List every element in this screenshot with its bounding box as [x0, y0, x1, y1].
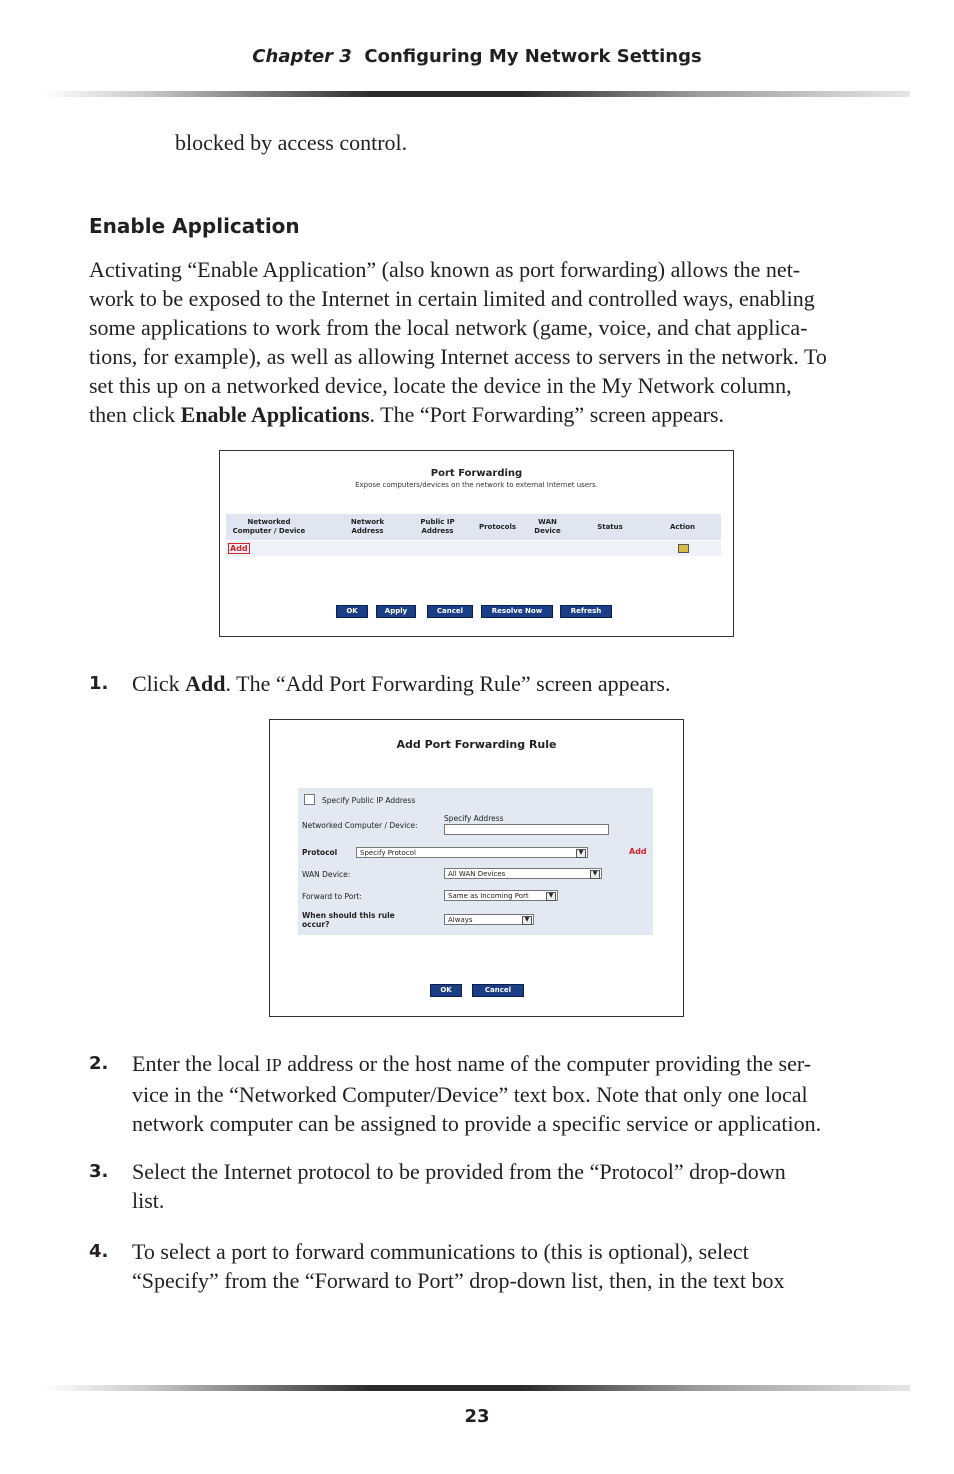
add-term: Add — [185, 671, 226, 696]
section-heading: Enable Application — [89, 214, 300, 238]
para-line: some applications to work from the local network (game, voice, and chat applica- — [89, 315, 808, 340]
when-rule-label-line1: When should this rule — [302, 911, 395, 920]
specify-public-ip-checkbox[interactable] — [304, 794, 315, 805]
col-network-address: Network Address — [350, 518, 385, 535]
cancel-button[interactable]: Cancel — [427, 605, 473, 618]
col-wan-device: WAN Device — [534, 518, 561, 535]
wan-device-value: All WAN Devices — [448, 870, 506, 878]
step-text: address or the host name of the computer providing the ser- — [281, 1051, 812, 1076]
resolve-now-button[interactable]: Resolve Now — [481, 605, 553, 618]
specify-address-label: Specify Address — [444, 814, 504, 823]
wan-device-label: WAN Device: — [302, 870, 351, 879]
ip-abbr: IP — [265, 1055, 282, 1075]
when-rule-label-line2: occur? — [302, 920, 330, 929]
chevron-down-icon: ▼ — [546, 892, 556, 901]
add-port-forwarding-rule-screenshot — [269, 719, 684, 1017]
body-paragraph — [89, 255, 869, 429]
footer-rule — [44, 1385, 910, 1391]
networked-device-input[interactable] — [444, 824, 609, 835]
step-4-text — [132, 1237, 867, 1295]
chevron-down-icon: ▼ — [522, 916, 532, 925]
port-forwarding-subtitle: Expose computers/devices on the network to external Internet users. — [355, 481, 598, 489]
forward-to-port-value: Same as Incoming Port — [448, 892, 529, 900]
step-text: Click — [132, 671, 186, 696]
ok-button[interactable]: OK — [430, 984, 462, 997]
para-line — [89, 400, 869, 429]
enable-applications-term: Enable Applications — [180, 402, 370, 427]
forward-to-port-label: Forward to Port: — [302, 892, 362, 901]
when-rule-select[interactable] — [444, 914, 534, 925]
col-public-ip: Public IP Address — [420, 518, 455, 535]
para-line: work to be exposed to the Internet in certain limited and controlled ways, enabling — [89, 286, 815, 311]
para-line: tions, for example), as well as allowing Internet access to servers in the network. To — [89, 344, 827, 369]
chapter-label: Chapter 3 — [252, 46, 352, 67]
step-line: vice in the “Networked Computer/Device” text box. Note that only one local — [132, 1082, 808, 1107]
step-3-text — [132, 1157, 867, 1215]
step-line: list. — [132, 1188, 165, 1213]
step-line: network computer can be assigned to provide a specific service or application. — [132, 1111, 822, 1136]
cancel-button[interactable]: Cancel — [472, 984, 524, 997]
step-line: “Specify” from the “Forward to Port” drop-down list, then, in the text box — [132, 1268, 785, 1293]
add-link[interactable]: Add — [230, 544, 248, 553]
page-number: 23 — [464, 1406, 490, 1427]
step-line: Select the Internet protocol to be provided from the “Protocol” drop-down — [132, 1159, 786, 1184]
step-2-text — [132, 1049, 867, 1138]
step-text: Enter the local — [132, 1051, 266, 1076]
step-number: 1. — [89, 673, 109, 694]
col-protocols: Protocols — [478, 523, 517, 531]
add-protocol-link[interactable]: Add — [629, 847, 647, 856]
action-edit-icon[interactable] — [678, 544, 689, 553]
header-rule — [44, 91, 910, 97]
add-rule-title: Add Port Forwarding Rule — [396, 738, 557, 751]
specify-public-ip-label: Specify Public IP Address — [322, 796, 416, 805]
protocol-select[interactable] — [356, 847, 588, 858]
table-row — [226, 541, 721, 556]
para-line: set this up on a networked device, locate the device in the My Network column, — [89, 373, 792, 398]
col-action: Action — [669, 523, 696, 531]
step-number: 4. — [89, 1241, 109, 1262]
ok-button[interactable]: OK — [336, 605, 368, 618]
step-line — [132, 1049, 867, 1080]
step-text: . The “Add Port Forwarding Rule” screen appears. — [225, 671, 671, 696]
intro-line: blocked by access control. — [175, 130, 408, 155]
para-text: then click — [89, 402, 181, 427]
step-1-text — [132, 669, 867, 698]
apply-button[interactable]: Apply — [376, 605, 416, 618]
chapter-title: Configuring My Network Settings — [364, 46, 702, 67]
step-number: 3. — [89, 1161, 109, 1182]
when-rule-value: Always — [448, 916, 473, 924]
wan-device-select[interactable] — [444, 868, 602, 879]
protocol-value: Specify Protocol — [360, 849, 416, 857]
chevron-down-icon: ▼ — [576, 849, 586, 858]
port-forwarding-screenshot — [219, 450, 734, 637]
forward-to-port-select[interactable] — [444, 890, 558, 901]
networked-device-label: Networked Computer / Device: — [302, 821, 418, 830]
col-networked-computer: Networked Computer / Device — [232, 518, 306, 535]
running-header — [0, 46, 954, 67]
step-line: To select a port to forward communications to (this is optional), select — [132, 1239, 749, 1264]
col-status: Status — [597, 523, 623, 531]
step-number: 2. — [89, 1053, 109, 1074]
chevron-down-icon: ▼ — [590, 870, 600, 879]
refresh-button[interactable]: Refresh — [560, 605, 612, 618]
para-text: . The “Port Forwarding” screen appears. — [369, 402, 725, 427]
port-forwarding-title: Port Forwarding — [430, 468, 523, 479]
para-line: Activating “Enable Application” (also known as port forwarding) allows the net- — [89, 257, 801, 282]
protocol-label: Protocol — [302, 848, 338, 857]
